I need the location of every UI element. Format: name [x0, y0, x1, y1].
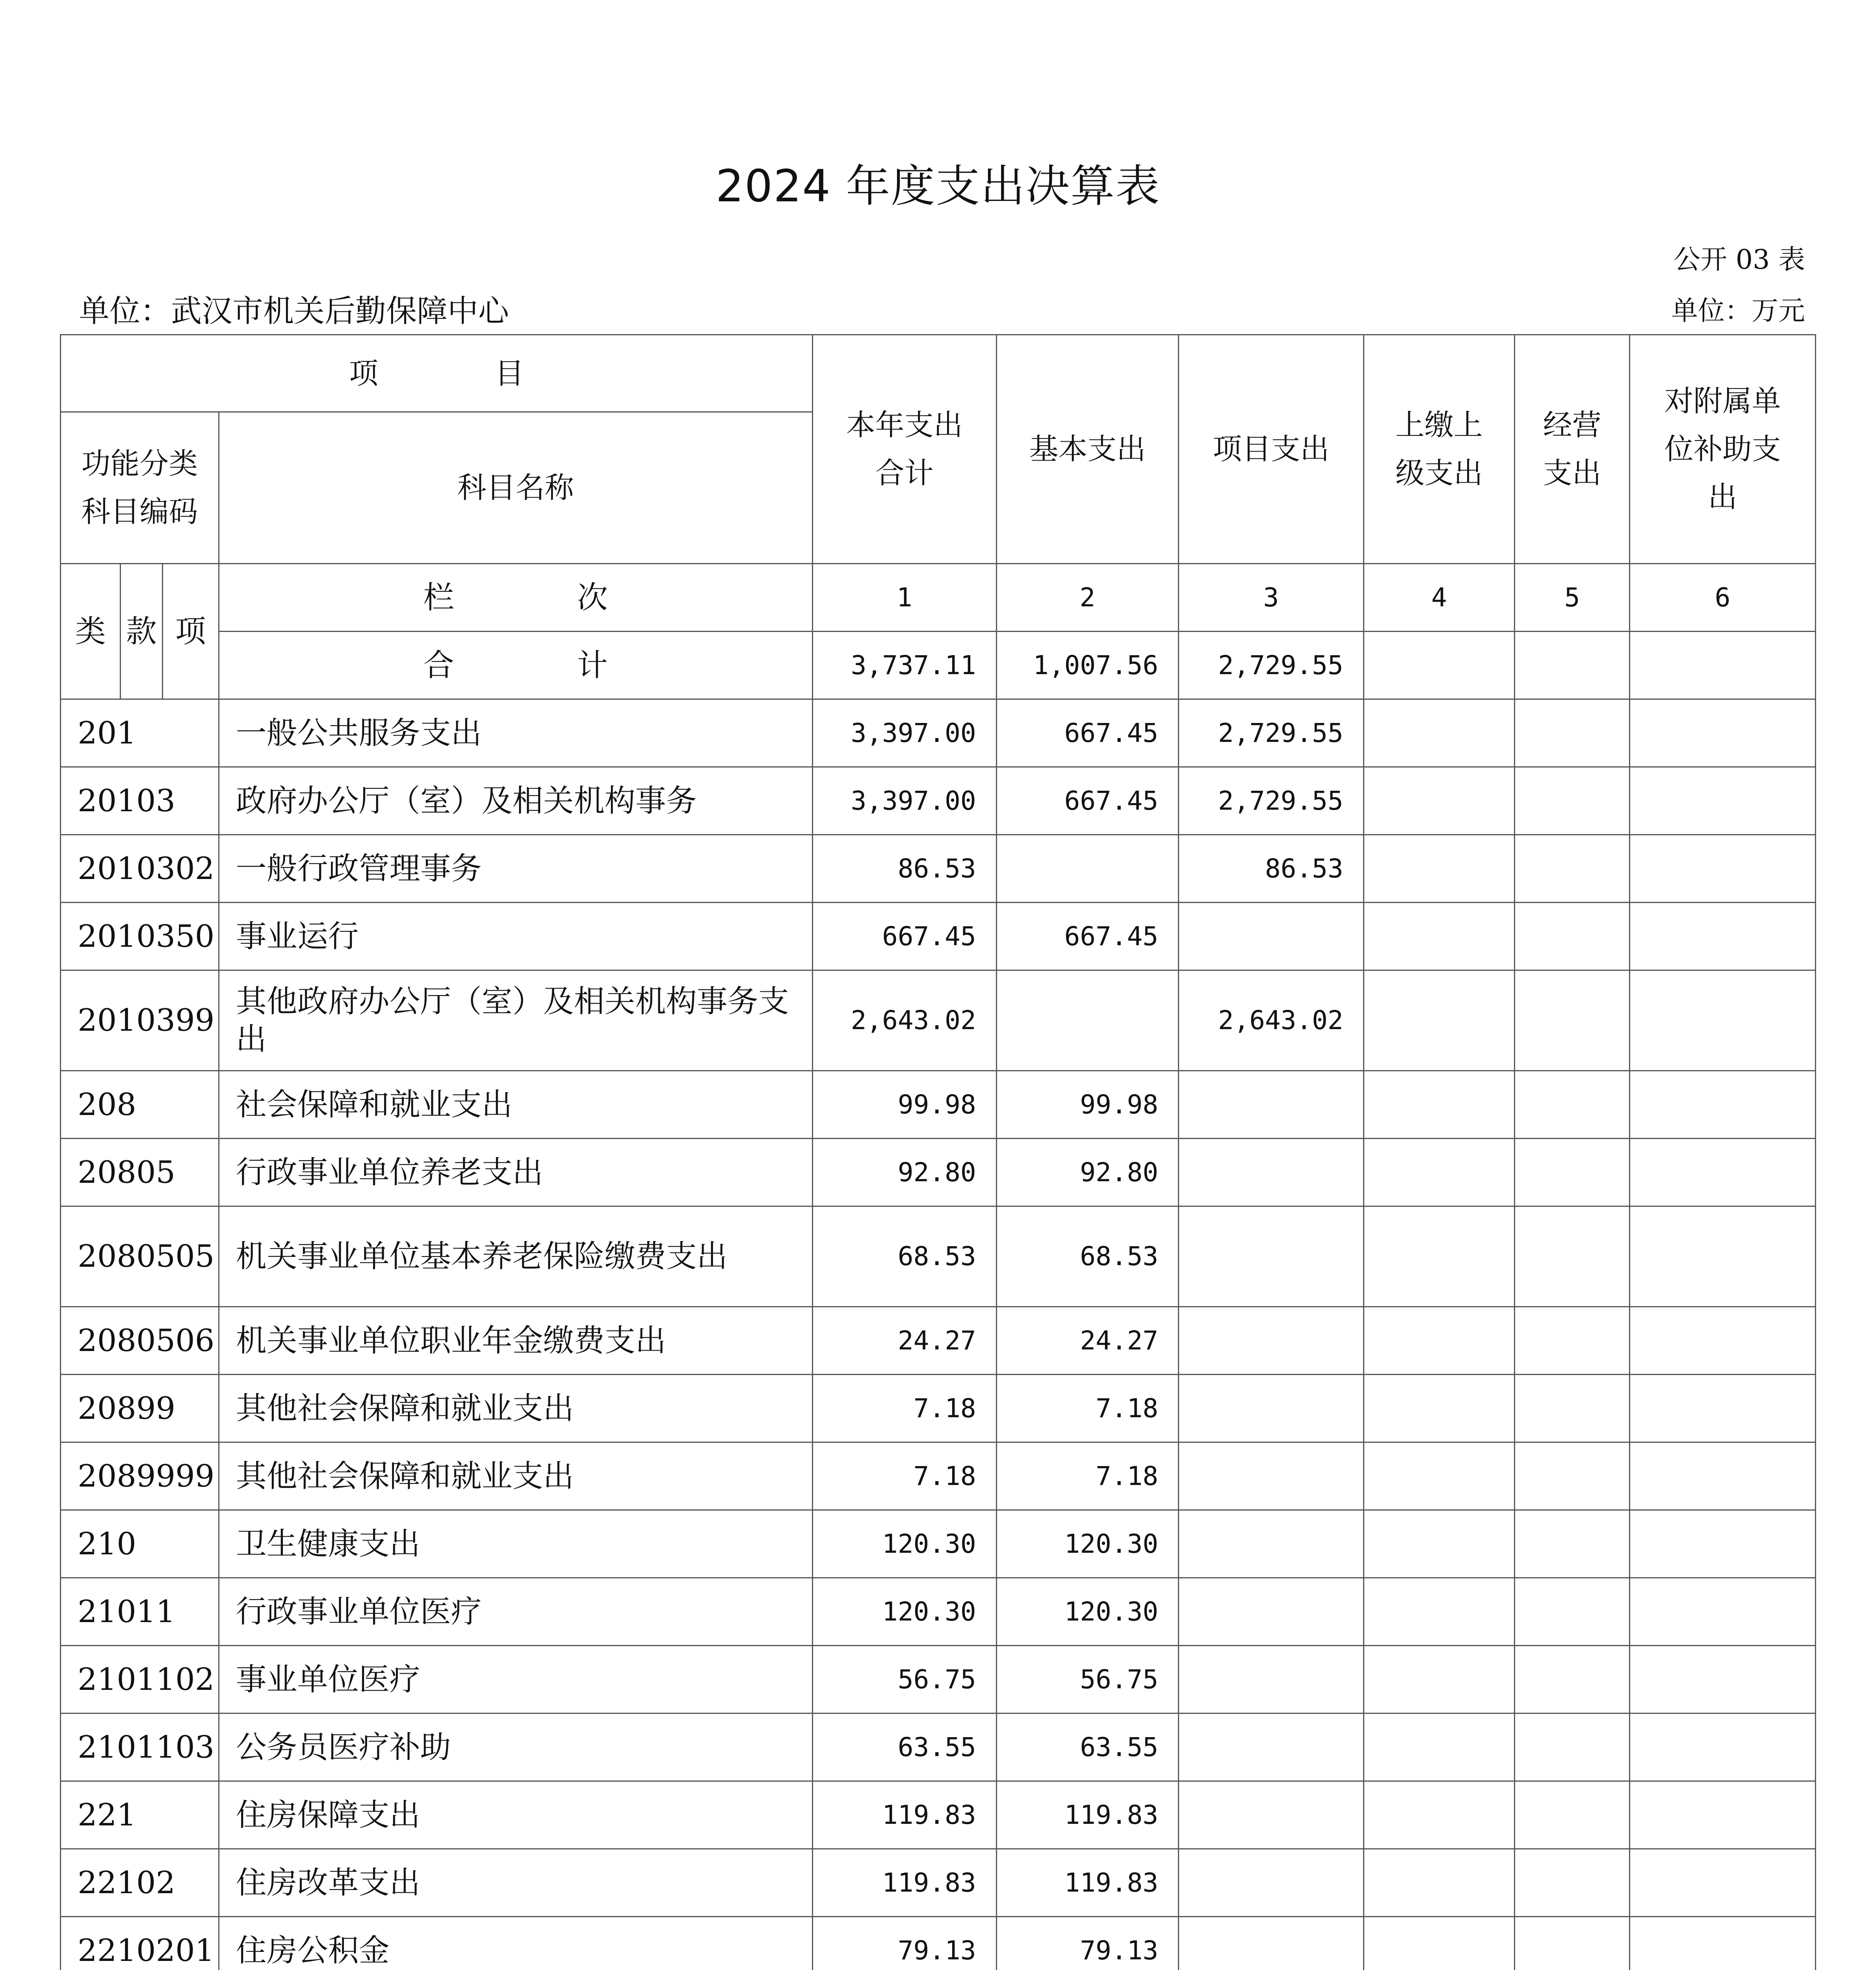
row-code: 210 [61, 1510, 219, 1578]
total-subsidy [1630, 632, 1816, 699]
row-upper [1363, 767, 1514, 835]
row-total: 92.80 [812, 1139, 996, 1206]
row-code: 2080505 [61, 1206, 219, 1307]
table-row [61, 1442, 1816, 1510]
row-business [1515, 1442, 1630, 1510]
row-upper [1363, 1578, 1514, 1646]
total-upper [1363, 632, 1514, 699]
row-project: 2,729.55 [1179, 767, 1364, 835]
row-basic: 667.45 [996, 699, 1179, 767]
row-subject-name: 住房保障支出 [219, 1781, 812, 1849]
row-project [1179, 1646, 1364, 1714]
row-code: 20805 [61, 1139, 219, 1206]
row-code: 22102 [61, 1849, 219, 1917]
table-row [61, 1781, 1816, 1849]
row-basic: 7.18 [996, 1375, 1179, 1442]
row-upper [1363, 1442, 1514, 1510]
row-project: 86.53 [1179, 835, 1364, 903]
col-number-4: 4 [1363, 564, 1514, 632]
row-upper [1363, 1781, 1514, 1849]
row-business [1515, 1139, 1630, 1206]
row-total: 7.18 [812, 1375, 996, 1442]
row-upper [1363, 1714, 1514, 1781]
row-total: 120.30 [812, 1510, 996, 1578]
row-business [1515, 1714, 1630, 1781]
row-subject-name: 机关事业单位职业年金缴费支出 [219, 1307, 812, 1375]
table-row [61, 767, 1816, 835]
header-kuan: 款 [121, 564, 163, 699]
row-business [1515, 1307, 1630, 1375]
row-project [1179, 1917, 1364, 1970]
row-business [1515, 699, 1630, 767]
row-subsidy [1630, 1375, 1816, 1442]
row-basic [996, 835, 1179, 903]
header-col-total: 本年支出 合计 [812, 335, 996, 564]
row-total: 120.30 [812, 1578, 996, 1646]
row-subject-name: 其他社会保障和就业支出 [219, 1375, 812, 1442]
table-row [61, 1510, 1816, 1578]
header-col-basic: 基本支出 [996, 335, 1179, 564]
row-code: 20103 [61, 767, 219, 835]
row-business [1515, 1578, 1630, 1646]
row-subsidy [1630, 1578, 1816, 1646]
row-subsidy [1630, 1646, 1816, 1714]
row-upper [1363, 1917, 1514, 1970]
row-code: 2089999 [61, 1442, 219, 1510]
row-project: 2,729.55 [1179, 699, 1364, 767]
col-number-3: 3 [1179, 564, 1364, 632]
row-total: 24.27 [812, 1307, 996, 1375]
row-basic: 24.27 [996, 1307, 1179, 1375]
col-number-5: 5 [1515, 564, 1630, 632]
row-upper [1363, 1375, 1514, 1442]
header-lanci: 栏 次 [219, 564, 812, 632]
row-business [1515, 1917, 1630, 1970]
row-subject-name: 卫生健康支出 [219, 1510, 812, 1578]
table-row [61, 1071, 1816, 1139]
row-total: 63.55 [812, 1714, 996, 1781]
total-sum: 3,737.11 [812, 632, 996, 699]
row-project [1179, 903, 1364, 970]
row-subsidy [1630, 1510, 1816, 1578]
row-subsidy [1630, 1714, 1816, 1781]
row-subject-name: 公务员医疗补助 [219, 1714, 812, 1781]
total-label: 合 计 [219, 632, 812, 699]
row-business [1515, 1510, 1630, 1578]
row-subject-name: 住房公积金 [219, 1917, 812, 1970]
table-row [61, 1307, 1816, 1375]
row-project: 2,643.02 [1179, 970, 1364, 1071]
row-upper [1363, 835, 1514, 903]
row-subject-name: 其他社会保障和就业支出 [219, 1442, 812, 1510]
row-project [1179, 1510, 1364, 1578]
row-code: 2010399 [61, 970, 219, 1071]
table-row [61, 1714, 1816, 1781]
row-total: 119.83 [812, 1781, 996, 1849]
row-basic: 68.53 [996, 1206, 1179, 1307]
row-total: 119.83 [812, 1849, 996, 1917]
row-code: 201 [61, 699, 219, 767]
row-project [1179, 1307, 1364, 1375]
col-number-1: 1 [812, 564, 996, 632]
row-upper [1363, 1646, 1514, 1714]
row-total: 3,397.00 [812, 699, 996, 767]
row-total: 2,643.02 [812, 970, 996, 1071]
row-subject-name: 社会保障和就业支出 [219, 1071, 812, 1139]
row-business [1515, 835, 1630, 903]
row-code: 2080506 [61, 1307, 219, 1375]
row-basic: 7.18 [996, 1442, 1179, 1510]
col-number-6: 6 [1630, 564, 1816, 632]
row-code: 20899 [61, 1375, 219, 1442]
row-subsidy [1630, 835, 1816, 903]
currency-unit: 单位：万元 [1671, 296, 1805, 327]
row-business [1515, 1206, 1630, 1307]
row-subject-name: 事业运行 [219, 903, 812, 970]
col-number-2: 2 [996, 564, 1179, 632]
row-total: 99.98 [812, 1071, 996, 1139]
row-upper [1363, 1071, 1514, 1139]
row-subsidy [1630, 699, 1816, 767]
row-upper [1363, 970, 1514, 1071]
row-basic: 667.45 [996, 903, 1179, 970]
table-row [61, 1139, 1816, 1206]
table-row [61, 1646, 1816, 1714]
row-project [1179, 1139, 1364, 1206]
row-basic: 99.98 [996, 1071, 1179, 1139]
row-upper [1363, 1510, 1514, 1578]
header-project: 项 目 [61, 335, 813, 412]
row-basic: 63.55 [996, 1714, 1179, 1781]
row-subsidy [1630, 1917, 1816, 1970]
row-basic: 119.83 [996, 1849, 1179, 1917]
row-project [1179, 1071, 1364, 1139]
row-basic: 120.30 [996, 1510, 1179, 1578]
row-business [1515, 1071, 1630, 1139]
row-project [1179, 1206, 1364, 1307]
row-subsidy [1630, 1139, 1816, 1206]
row-total: 79.13 [812, 1917, 996, 1970]
row-code: 2101102 [61, 1646, 219, 1714]
row-upper [1363, 1849, 1514, 1917]
header-col-business: 经营 支出 [1515, 335, 1630, 564]
row-basic: 667.45 [996, 767, 1179, 835]
header-subject-name: 科目名称 [219, 412, 812, 564]
row-total: 56.75 [812, 1646, 996, 1714]
row-total: 68.53 [812, 1206, 996, 1307]
expenditure-table [60, 334, 1816, 1970]
row-subsidy [1630, 970, 1816, 1071]
row-subsidy [1630, 1307, 1816, 1375]
row-upper [1363, 903, 1514, 970]
row-business [1515, 767, 1630, 835]
table-row [61, 1206, 1816, 1307]
table-row [61, 1917, 1816, 1970]
row-subject-name: 机关事业单位基本养老保险缴费支出 [219, 1206, 812, 1307]
row-subsidy [1630, 903, 1816, 970]
row-subject-name: 行政事业单位医疗 [219, 1578, 812, 1646]
row-code: 2210201 [61, 1917, 219, 1970]
row-business [1515, 903, 1630, 970]
row-business [1515, 1375, 1630, 1442]
table-row [61, 1578, 1816, 1646]
row-upper [1363, 1206, 1514, 1307]
header-col-upper: 上缴上 级支出 [1363, 335, 1514, 564]
row-project [1179, 1442, 1364, 1510]
row-total: 86.53 [812, 835, 996, 903]
row-subject-name: 住房改革支出 [219, 1849, 812, 1917]
total-business [1515, 632, 1630, 699]
row-total: 3,397.00 [812, 767, 996, 835]
header-col-project: 项目支出 [1179, 335, 1364, 564]
row-basic: 79.13 [996, 1917, 1179, 1970]
table-row [61, 699, 1816, 767]
row-subsidy [1630, 1849, 1816, 1917]
row-subsidy [1630, 767, 1816, 835]
row-upper [1363, 1307, 1514, 1375]
table-row [61, 1375, 1816, 1442]
row-subject-name: 其他政府办公厅（室）及相关机构事务支出 [219, 970, 812, 1071]
row-basic: 119.83 [996, 1781, 1179, 1849]
row-subject-name: 一般行政管理事务 [219, 835, 812, 903]
row-code: 21011 [61, 1578, 219, 1646]
header-xiang: 项 [162, 564, 219, 699]
row-business [1515, 1781, 1630, 1849]
header-col-subsidy: 对附属单 位补助支 出 [1630, 335, 1816, 564]
row-project [1179, 1578, 1364, 1646]
row-basic: 56.75 [996, 1646, 1179, 1714]
form-number: 公开 03 表 [1674, 244, 1805, 275]
table-row [61, 903, 1816, 970]
row-basic: 120.30 [996, 1578, 1179, 1646]
row-code: 2010302 [61, 835, 219, 903]
row-basic [996, 970, 1179, 1071]
row-project [1179, 1781, 1364, 1849]
row-subsidy [1630, 1781, 1816, 1849]
row-business [1515, 1849, 1630, 1917]
reporting-unit: 单位：武汉市机关后勤保障中心 [79, 294, 509, 329]
page-title: 2024 年度支出决算表 [715, 161, 1161, 212]
row-project [1179, 1849, 1364, 1917]
row-upper [1363, 1139, 1514, 1206]
row-code: 2010350 [61, 903, 219, 970]
row-subsidy [1630, 1071, 1816, 1139]
table-row [61, 970, 1816, 1071]
row-upper [1363, 699, 1514, 767]
row-code: 208 [61, 1071, 219, 1139]
row-total: 7.18 [812, 1442, 996, 1510]
header-func-code: 功能分类 科目编码 [61, 412, 219, 564]
row-code: 2101103 [61, 1714, 219, 1781]
row-business [1515, 970, 1630, 1071]
total-project: 2,729.55 [1179, 632, 1364, 699]
row-subsidy [1630, 1206, 1816, 1307]
table-row [61, 1849, 1816, 1917]
row-subject-name: 政府办公厅（室）及相关机构事务 [219, 767, 812, 835]
row-subject-name: 一般公共服务支出 [219, 699, 812, 767]
row-total: 667.45 [812, 903, 996, 970]
header-lei: 类 [61, 564, 121, 699]
row-business [1515, 1646, 1630, 1714]
total-basic: 1,007.56 [996, 632, 1179, 699]
row-basic: 92.80 [996, 1139, 1179, 1206]
row-subject-name: 事业单位医疗 [219, 1646, 812, 1714]
table-row [61, 835, 1816, 903]
row-subsidy [1630, 1442, 1816, 1510]
row-subject-name: 行政事业单位养老支出 [219, 1139, 812, 1206]
row-code: 221 [61, 1781, 219, 1849]
row-project [1179, 1714, 1364, 1781]
row-project [1179, 1375, 1364, 1442]
